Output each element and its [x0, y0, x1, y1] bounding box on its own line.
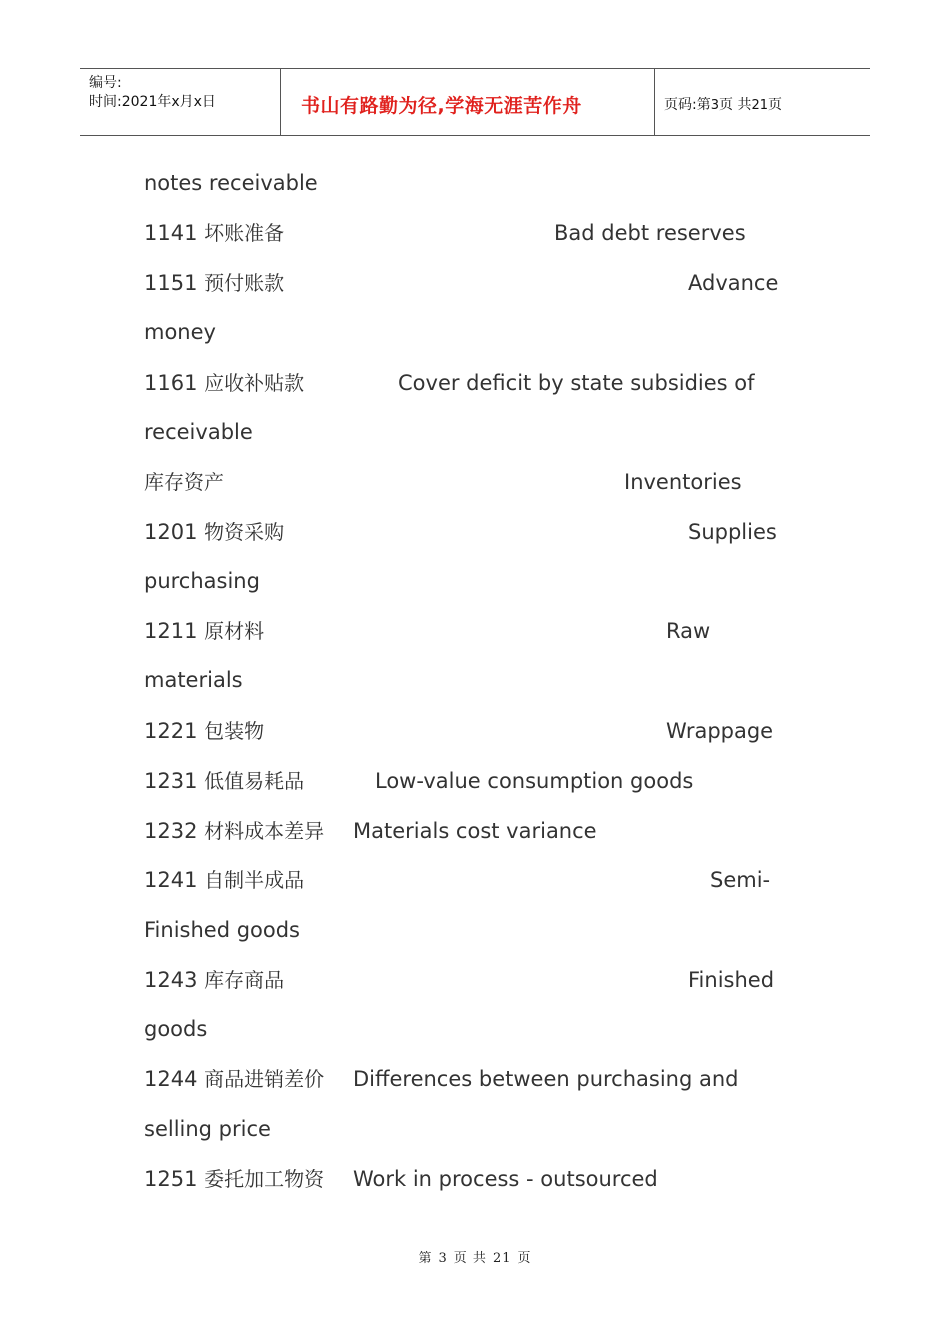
serial-label: 编号: — [89, 75, 122, 91]
account-line — [144, 469, 224, 495]
header-page-mid: 页 共 — [719, 97, 752, 113]
header-page-suffix: 页 — [768, 97, 782, 113]
account-en: money — [144, 320, 216, 344]
account-line — [144, 818, 324, 844]
footer-current: 3 — [438, 1251, 448, 1266]
header-page-prefix: 页码:第 — [664, 97, 711, 113]
account-en: Low-value consumption goods — [375, 769, 694, 793]
account-code: 1141 — [144, 221, 198, 245]
account-en: Finished — [688, 968, 775, 992]
account-en: Work in process - outsourced — [353, 1167, 658, 1191]
account-zh: 库存资产 — [144, 470, 224, 494]
account-code: 1232 — [144, 819, 198, 843]
account-line — [144, 1166, 324, 1192]
account-code: 1244 — [144, 1067, 198, 1091]
account-code: 1151 — [144, 271, 198, 295]
account-line — [144, 220, 284, 246]
account-line — [144, 270, 284, 296]
page-header — [80, 68, 870, 136]
header-page-total: 21 — [751, 98, 768, 113]
account-line — [144, 170, 318, 196]
account-en: Semi- — [710, 868, 771, 892]
page-footer — [0, 1247, 950, 1266]
time-label: 时间:2021年x月x日 — [89, 94, 216, 110]
account-zh: 低值易耗品 — [204, 769, 305, 793]
account-zh: 自制半成品 — [204, 868, 305, 892]
header-page-current: 3 — [710, 98, 719, 113]
account-code: 1211 — [144, 619, 198, 643]
account-code: 1251 — [144, 1167, 198, 1191]
account-en: Advance — [688, 271, 779, 295]
account-zh: 包装物 — [204, 719, 265, 743]
account-code: 1243 — [144, 968, 198, 992]
account-en: selling price — [144, 1117, 271, 1141]
account-code: 1201 — [144, 520, 198, 544]
header-motto-cell — [281, 69, 655, 135]
account-en: notes receivable — [144, 171, 318, 195]
account-en: Differences between purchasing and — [353, 1067, 739, 1091]
header-motto: 书山有路勤为径,学海无涯苦作舟 — [301, 95, 582, 117]
account-en: Cover deficit by state subsidies of — [398, 371, 755, 395]
account-line — [144, 519, 284, 545]
footer-prefix: 第 — [418, 1251, 433, 1266]
account-en: Wrappage — [666, 719, 774, 743]
account-code: 1241 — [144, 868, 198, 892]
account-zh: 商品进销差价 — [204, 1067, 325, 1091]
account-line — [144, 867, 304, 893]
account-zh: 委托加工物资 — [204, 1167, 325, 1191]
account-en: purchasing — [144, 569, 260, 593]
account-zh: 材料成本差异 — [204, 819, 325, 843]
footer-mid: 页 共 — [453, 1251, 487, 1266]
account-zh: 预付账款 — [204, 271, 285, 295]
account-line — [144, 718, 264, 744]
footer-suffix: 页 — [517, 1251, 532, 1266]
account-line — [144, 768, 304, 794]
account-line — [144, 1066, 324, 1092]
header-meta-cell — [80, 69, 281, 135]
account-en: Finished goods — [144, 918, 301, 942]
account-en: Materials cost variance — [353, 819, 597, 843]
account-code: 1221 — [144, 719, 198, 743]
account-zh: 应收补贴款 — [204, 371, 305, 395]
header-page-cell — [655, 69, 870, 135]
footer-total: 21 — [492, 1251, 512, 1266]
account-line — [144, 967, 284, 993]
account-en: Bad debt reserves — [554, 221, 746, 245]
account-en: materials — [144, 668, 243, 692]
account-en: Supplies — [688, 520, 777, 544]
account-en: Inventories — [624, 470, 742, 494]
account-code: 1231 — [144, 769, 198, 793]
account-en: receivable — [144, 420, 253, 444]
account-code: 1161 — [144, 371, 198, 395]
account-zh: 坏账准备 — [204, 221, 285, 245]
account-zh: 库存商品 — [204, 968, 285, 992]
account-zh: 物资采购 — [204, 520, 285, 544]
account-en: Raw — [666, 619, 711, 643]
account-line — [144, 370, 304, 396]
account-en: goods — [144, 1017, 208, 1041]
account-zh: 原材料 — [204, 619, 265, 643]
header-page-number — [664, 94, 782, 114]
account-line — [144, 618, 264, 644]
